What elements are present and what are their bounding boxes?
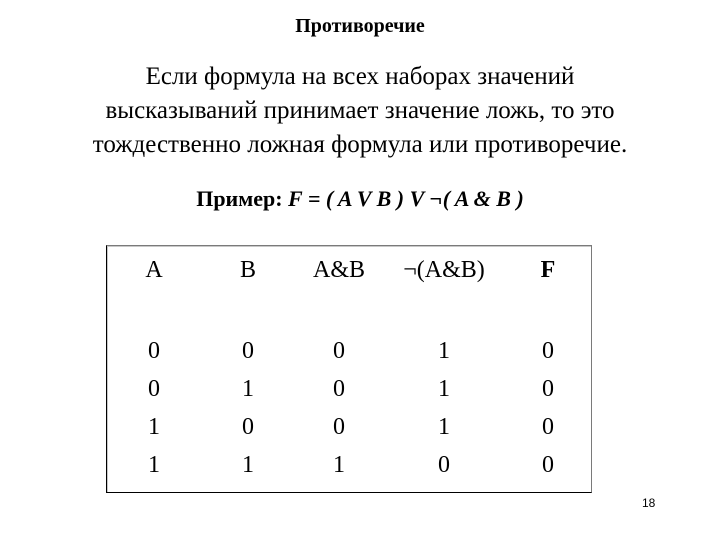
table-row [107, 332, 591, 370]
table-cell: 0 [333, 413, 345, 440]
header-not-a-and-b: ¬(A&B) [403, 256, 485, 283]
header-b: B [239, 256, 256, 283]
table-spacer-row [107, 294, 591, 332]
example-label: Пример: [196, 186, 283, 211]
table-cell: 0 [148, 337, 160, 364]
table-row [107, 446, 591, 484]
truth-table [106, 245, 592, 493]
slide-title: Противоречие [295, 15, 425, 37]
table-cell: 0 [542, 337, 554, 364]
definition-text [20, 60, 700, 162]
table-row [107, 370, 591, 408]
table-cell: 1 [333, 451, 345, 478]
definition-line-3: тождественно ложная формула или противоречие. [92, 131, 628, 158]
table-cell: 0 [542, 451, 554, 478]
table-cell: 1 [438, 337, 450, 364]
page-number: 18 [642, 496, 656, 510]
table-cell: 0 [438, 451, 450, 478]
table-cell: 1 [242, 375, 254, 402]
definition-line-1: Если формула на всех наборах значений [145, 63, 575, 90]
example-formula: F = ( A V B ) V ¬( A & B ) [288, 186, 524, 211]
table-header-row [107, 246, 591, 294]
table-cell: 1 [438, 413, 450, 440]
table-cell: 0 [148, 375, 160, 402]
table-cell: 1 [148, 451, 160, 478]
table-cell: 0 [242, 413, 254, 440]
table-cell: 0 [542, 375, 554, 402]
table-cell: 1 [148, 413, 160, 440]
truth-table-grid [107, 246, 591, 484]
header-a-and-b: A&B [312, 256, 365, 283]
table-cell: 1 [242, 451, 254, 478]
example-line [0, 185, 720, 213]
table-cell: 0 [242, 337, 254, 364]
header-f: F [540, 256, 556, 283]
table-row [107, 408, 591, 446]
header-a: A [145, 256, 163, 283]
table-cell: 0 [542, 413, 554, 440]
definition-line-2: высказываний принимает значение ложь, то это [105, 97, 615, 124]
table-cell: 1 [438, 375, 450, 402]
table-cell: 0 [333, 375, 345, 402]
table-cell: 0 [333, 337, 345, 364]
